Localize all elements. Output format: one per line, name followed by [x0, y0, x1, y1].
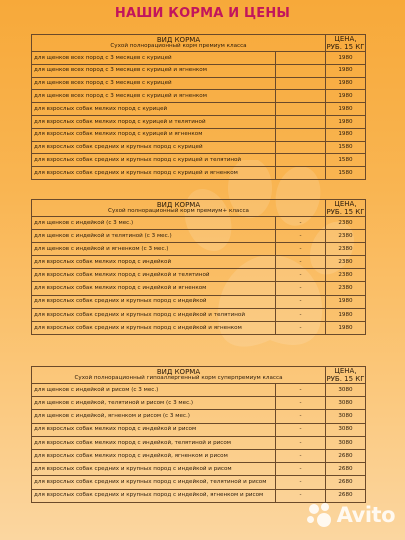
cell-food-type: для щенков с индейкой и телятиной (с 3 мес.)	[32, 230, 276, 243]
table-row	[32, 64, 366, 77]
table-row	[32, 103, 366, 116]
table-subtitle: Сухой полнорационный гипоаллергенный корм суперпремиум класса	[74, 375, 283, 381]
table-row	[32, 230, 366, 243]
cell-dash	[276, 167, 326, 180]
cell-dash: -	[276, 282, 326, 295]
cell-food-type: для взрослых собак средних и крупных пород с индейкой, ягненком и рисом	[32, 489, 276, 502]
cell-price: 2380	[326, 256, 366, 269]
table-row	[32, 449, 366, 462]
table-row	[32, 167, 366, 180]
cell-dash	[276, 141, 326, 154]
table-row	[32, 115, 366, 128]
cell-dash: -	[276, 243, 326, 256]
table-header-row	[32, 35, 366, 52]
cell-food-type: для взрослых собак средних и крупных пород с курицей и ягненком	[32, 167, 276, 180]
cell-dash: -	[276, 410, 326, 423]
table-row	[32, 256, 366, 269]
cell-food-type: для щенков всех пород с 3 месяцев с курицей и ягненком	[32, 90, 276, 103]
cell-price: 2380	[326, 217, 366, 230]
cell-dash: -	[276, 463, 326, 476]
table-row	[32, 321, 366, 334]
table-row	[32, 217, 366, 230]
cell-dash: -	[276, 449, 326, 462]
cell-price: 2380	[326, 269, 366, 282]
page-title: НАШИ КОРМА И ЦЕНЫ	[114, 6, 291, 21]
cell-dash: -	[276, 489, 326, 502]
table-row	[32, 154, 366, 167]
column-header-type: ВИД КОРМА	[156, 200, 201, 209]
cell-food-type: для взрослых собак мелких пород с курицей и телятиной	[32, 115, 276, 128]
cell-price: 1980	[326, 64, 366, 77]
price-table-superpremium	[31, 366, 366, 503]
cell-food-type: для щенков с индейкой и рисом (с 3 мес.)	[32, 384, 276, 397]
table-body	[32, 217, 366, 335]
table-row	[32, 243, 366, 256]
cell-price: 2380	[326, 230, 366, 243]
cell-dash: -	[276, 295, 326, 308]
cell-price: 3080	[326, 384, 366, 397]
cell-dash	[276, 77, 326, 90]
cell-dash: -	[276, 217, 326, 230]
column-header-price: ЦЕНА, РУБ. 15 КГ	[326, 200, 365, 216]
cell-food-type: для взрослых собак средних и крупных пород с курицей и телятиной	[32, 154, 276, 167]
cell-dash: -	[276, 269, 326, 282]
table-body	[32, 52, 366, 180]
cell-food-type: для взрослых собак мелких пород с индейкой и рисом	[32, 423, 276, 436]
cell-price: 1980	[326, 90, 366, 103]
cell-food-type: для взрослых собак средних и крупных пород с индейкой и рисом	[32, 463, 276, 476]
cell-price: 2680	[326, 476, 366, 489]
table-header-cell	[32, 200, 326, 217]
table-row	[32, 308, 366, 321]
cell-food-type: для щенков всех пород с 3 месяцев с курицей	[32, 52, 276, 65]
cell-price: 1980	[326, 115, 366, 128]
table-row	[32, 52, 366, 65]
cell-dash	[276, 90, 326, 103]
cell-food-type: для взрослых собак средних и крупных пород с индейкой и телятиной	[32, 308, 276, 321]
table-row	[32, 295, 366, 308]
table-header-row	[32, 367, 366, 384]
cell-food-type: для взрослых собак мелких пород с индейкой и ягненком	[32, 282, 276, 295]
table-row	[32, 397, 366, 410]
table-header-cell	[32, 35, 326, 52]
cell-dash	[276, 154, 326, 167]
table-row	[32, 90, 366, 103]
cell-dash: -	[276, 384, 326, 397]
watermark-text: Avito	[336, 503, 395, 527]
table-row	[32, 384, 366, 397]
cell-price: 1980	[326, 321, 366, 334]
cell-price: 1980	[326, 128, 366, 141]
cell-price: 2380	[326, 282, 366, 295]
cell-food-type: для щенков с индейкой, телятиной и рисом (с 3 мес.)	[32, 397, 276, 410]
cell-food-type: для взрослых собак мелких пород с индейкой и телятиной	[32, 269, 276, 282]
cell-dash: -	[276, 436, 326, 449]
cell-food-type: для взрослых собак средних и крупных пород с индейкой и ягненком	[32, 321, 276, 334]
cell-dash: -	[276, 476, 326, 489]
cell-food-type: для взрослых собак мелких пород с индейкой	[32, 256, 276, 269]
cell-price: 1980	[326, 295, 366, 308]
price-table-premium	[31, 34, 366, 180]
table-subtitle: Сухой полнорационный корм премиум класса	[110, 43, 247, 49]
table-subtitle: Сухой полнорационный корм премиум+ класса	[108, 208, 249, 214]
cell-food-type: для взрослых собак средних и крупных пород с курицей	[32, 141, 276, 154]
cell-dash: -	[276, 256, 326, 269]
cell-dash: -	[276, 230, 326, 243]
cell-food-type: для взрослых собак мелких пород с индейкой, телятиной и рисом	[32, 436, 276, 449]
cell-dash	[276, 103, 326, 116]
table-row	[32, 269, 366, 282]
table-row	[32, 141, 366, 154]
cell-food-type: для взрослых собак средних и крупных пород с индейкой, телятиной и рисом	[32, 476, 276, 489]
table-row	[32, 436, 366, 449]
cell-food-type: для взрослых собак мелких пород с индейкой, ягненком и рисом	[32, 449, 276, 462]
cell-dash	[276, 115, 326, 128]
cell-price: 3080	[326, 436, 366, 449]
cell-price: 1580	[326, 154, 366, 167]
column-header-price: ЦЕНА, РУБ. 15 КГ	[326, 367, 365, 383]
table-row	[32, 476, 366, 489]
cell-price: 1580	[326, 167, 366, 180]
cell-food-type: для щенков с индейкой (с 3 мес.)	[32, 217, 276, 230]
cell-price: 2680	[326, 489, 366, 502]
cell-dash	[276, 128, 326, 141]
cell-price: 2680	[326, 463, 366, 476]
cell-dash: -	[276, 423, 326, 436]
cell-dash: -	[276, 308, 326, 321]
cell-food-type: для взрослых собак мелких пород с курицей	[32, 103, 276, 116]
cell-price: 2380	[326, 243, 366, 256]
cell-price: 3080	[326, 410, 366, 423]
table-header-row	[32, 200, 366, 217]
avito-logo-icon	[307, 502, 333, 528]
table-row	[32, 423, 366, 436]
cell-food-type: для щенков всех пород с 3 месяцев с курицей и ягненком	[32, 64, 276, 77]
column-header-type: ВИД КОРМА	[156, 35, 201, 44]
table-row	[32, 282, 366, 295]
price-table-premium-plus	[31, 199, 366, 335]
cell-price: 1980	[326, 308, 366, 321]
cell-food-type: для щенков с индейкой, ягненком и рисом (с 3 мес.)	[32, 410, 276, 423]
cell-dash: -	[276, 397, 326, 410]
cell-price: 1980	[326, 103, 366, 116]
table-body	[32, 384, 366, 503]
cell-price: 3080	[326, 397, 366, 410]
table-row	[32, 77, 366, 90]
cell-food-type: для взрослых собак мелких пород с курицей и ягненком	[32, 128, 276, 141]
cell-price: 1980	[326, 52, 366, 65]
cell-price: 1980	[326, 77, 366, 90]
cell-price: 1580	[326, 141, 366, 154]
table-row	[32, 463, 366, 476]
cell-price: 3080	[326, 423, 366, 436]
cell-dash	[276, 52, 326, 65]
cell-food-type: для щенков всех пород с 3 месяцев с курицей	[32, 77, 276, 90]
column-header-price: ЦЕНА, РУБ. 15 КГ	[326, 35, 365, 51]
avito-watermark	[307, 502, 395, 528]
column-header-type: ВИД КОРМА	[156, 367, 201, 376]
table-row	[32, 128, 366, 141]
cell-dash	[276, 64, 326, 77]
cell-food-type: для взрослых собак средних и крупных пород с индейкой	[32, 295, 276, 308]
table-row	[32, 489, 366, 502]
table-header-cell	[32, 367, 326, 384]
table-row	[32, 410, 366, 423]
cell-food-type: для щенков с индейкой и ягненком (с 3 мес.)	[32, 243, 276, 256]
cell-dash: -	[276, 321, 326, 334]
cell-price: 2680	[326, 449, 366, 462]
